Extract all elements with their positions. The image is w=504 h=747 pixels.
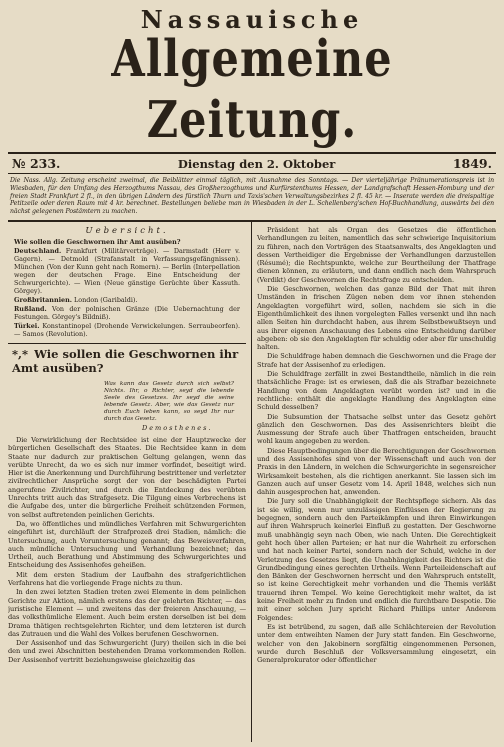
epigraph-author: Demosthenes. [142,423,213,432]
toc-line: Wie sollen die Geschwornen ihr Amt ausüben? [14,237,181,246]
table-of-contents [8,238,246,338]
paragraph: Es ist betrübend, zu sagen, daß alle Schlächtereien der Revolution unter dem entweihten Namen der Jury statt fanden. Ein Geschworne, welcher von den Jakobinern sorgfältig eingenommenen Personen, wurde durch Beschluß der Volksversammlung eingesetzt, ein Generalprokurator oder öffentlicher [257,622,496,665]
masthead-top: Nassauische [140,5,364,34]
epigraph-quote: Was kann das Gesetz durch sich selbst? Nichts. Ihr, o Richter, seyd die lebende Seele des Gesetzes. Ihr seyd die seine lebende Gesetz. Aber, wie das Gesetz nur durch Euch leben kann, so seyd Ihr nur durch das Gesetz. [104,380,234,422]
paragraph: Da, wo öffentliches und mündliches Verfahren mit Schwurgerichten eingeführt ist, durchläuft der Strafprozeß drei Stadien, nämlich: die Untersuchung, auch Voruntersuchung genannt; das Beweisverfahren, auch mündliche Untersuchung und Verhandlung bezeichnet; das Urtheil, auch Berathung und Abstimmung des Schwurgerichtes und Entscheidung des Assisenhofes geheißen. [8,519,246,570]
article-body-right [257,226,496,664]
dateline [8,154,496,173]
issue-number: № 233. [12,156,61,171]
paragraph: In den zwei letzten Stadien treten zwei Elemente in dem peinlichen Gerichte zur Aktion, nämlich erstens das der gelehrten Richter, — das juristische Element — und zweitens das der freieren Anschauung, — das volksthümliche Element. Auch beim ersten derselben ist bei dem Drama thätigen rechtsgelehrten Richter, und dem letzteren ist durch das Zutrauen und die Wahl des Volkes berufenen Geschwornen. [8,588,246,638]
issue-year: 1849. [452,156,492,171]
issue-date: Dienstag den 2. Oktober [177,157,336,171]
columns [8,222,496,742]
paragraph: Die Schuldfrage haben demnach die Geschwornen und die Frage der Strafe hat der Assisenhof zu erledigen. [257,352,496,369]
right-column [252,222,496,742]
article-headline: *,* Wie sollen die Geschwornen ihr Amt ausüben? [8,343,246,378]
paragraph: Die Verwirklichung der Rechtsidee ist eine der Hauptzwecke der bürgerlichen Gesellschaft des Staates. Die Rechtsidee kann in dem Staate nur dadurch zur praktischen Geltung gelangen, wenn das verübte Unrecht, da wo es sich nur immer vorfindet, beseitigt wird. Hier ist die Anerkennung und Durchführung bestrittener und verletzter zivilrechtlicher Ansprüche sorgt der von der beschädigten Partei angerufene Zivilrichter, und durch die Entdeckung des verübten Unrechts tritt auch das Strafgesetz. Die Tilgung eines Verbrechens ist die Aufgabe des, unter die bürgerliche Freiheit schützenden Formen, von selbst auftretenden peinlichen Gerichts. [8,435,246,519]
paragraph: Die Jury soll die Unabhängigkeit der Rechtspflege sichern. Als das ist sie willig, wenn nur unzulässigen Einflüssen der Regierung zu begegnen, sondern auch den Parteikämpfen und ihren Einwirkungen auf ihren Wahrspruch keinerlei Einfluß zu gestatten. Der Geschworne muß unabhängig seyn nach Oben, wie nach Unten. Die Gerechtigkeit geht hoch über allen Parteien; er hat nur die Wahrheit zu erforschen und hat nach keiner Partei, sondern nach der Schuld, welche in der Verletzung des Gesetzes liegt, die Unabhängigkeit des Richters ist die Grundbedingung eines gerechten Urtheils. Wenn Parteileidenschaft auf den Bänken der Geschwornen herrscht und den Wahrspruch entstellt, so ist keine Gerechtigkeit mehr vorhanden und die Themis verläßt trauernd ihren Tempel. Wo keine Gerechtigkeit mehr waltet, da ist keine Freiheit mehr zu finden und endlich die furchtbare Despotie. Die mit einer solchen Jury spricht Richard Phillips unter Anderem Folgendes: [257,497,496,622]
toc-line: Großbritannien. London (Garibaldi). [14,295,138,304]
paragraph: Die Subsumtion der Thatsache selbst unter das Gesetz gehört gänzlich den Geschwornen. Das des Assisenrichters bleibt die Ausmessung der Strafe auch über Thatfragen entscheiden, braucht wohl kaum angegeben zu werden. [257,412,496,446]
asterisk-icon: *,* [12,346,29,361]
paragraph: Präsident hat als Organ des Gesetzes die öffentlichen Verhandlungen zu leiten, namentlich das sehr schwierige Inquisitorium zu führen, nach den Vorträgen des Staatsanwalts, des Angeklagten und dessen Vertheidiger die Ergebnisse der Verhandlungen darzustellen (Résumé); die Rechtspunkte, welche zur Beurtheilung der Thatfrage dienen können, zu erläutern, und dann endlich nach dem Wahrspruch (Verdikt) der Geschwornen die Rechtsfrage zu entscheiden. [257,225,496,284]
toc-line: Deutschland. Frankfurt (Militärverträge). — Darmstadt (Herr v. Gagern). — Detmold (Strafanstalt in Verfassungsgefängnissen). München (Von der Kunn geht nach Romern). — Berlin (Interpellation wegen der deutschen Frage. Eine Entscheidung der Schwurgerichte). — Wien (Neue gänstige Gerüchte über Kassuth. Görgey). [14,246,240,295]
toc-line: Rußland. Von der polnischen Gränze (Die Uebernachtung der Festungen. Görgey's Bildniß). [14,304,240,321]
masthead-title: Allgemeine Zeitung. [111,29,393,151]
left-column [8,222,252,742]
toc-line: Türkei. Konstantinopel (Drohende Verwickelungen. Serraubeorfen). — Samos (Revolution). [14,321,240,338]
paragraph: Die Geschwornen, welchen das ganze Bild der That mit ihren Umständen in frischen Zügen neben dem vor ihnen stehenden Angeklagten vorgeführt wird, sollen, nachdem sie sich in die Eigenthümlichkeit des ihnen vorgelegten Falles versenkt und ihn nach allen Seiten hin durchdacht haben, aus ihrem Selbstbewußtseyn und aus ihrer eigenen Anschauung des Lebens eine Entscheidung darüber abgeben: ob sie den Angeklagten für schuldig oder aber für unschuldig halten. [257,285,496,352]
paragraph: Der Assisenhof und das Schwurgericht (Jury) theilen sich in die bei den und zwei Abschnitten bestehenden Drama vorkommenden Rollen. Der Assisenhof vertritt beziehungsweise gleichzeitig das [8,639,246,664]
subscription-notice: Die Nass. Allg. Zeitung erscheint zweimal, die Beiblätter einmal täglich, mit Ausnahme des Sonntags. — Der vierteljährige Pränumerationspreis ist in Wiesbaden, für den Umfang des Herzogthums Nassau, des Großherzogthums und Kurfürstenthums Hessen, der Landgrafschaft Hessen-Homburg und der freien Stadt Frankfurt 2 fl., in den übrigen Ländern des fürstlich Thurn und Taxis'schen Verwaltungsbezirkes 2 fl. 45 kr. — Inserate werden die dreispaltige Petitzeile oder deren Raum mit 4 kr. berechnet. Bestellungen beliebe man in Wiesbaden in der L. Schellenberg'schen Hof-Buchhandlung, auswärts bei den nächst gelegenen Postämtern zu machen. [10,177,494,216]
article-body-left [8,436,246,664]
toc-title: Uebersicht. [85,225,169,236]
paragraph: Mit dem ersten Stadium der Laufbahn des strafgerichtlichen Verfahrens hat die vorliegende Frage nichts zu thun. [8,570,246,588]
paragraph: Diese Hauptbedingungen über die Berechtigungen der Geschwornen und des Assisenhofes sind von der Wissenschaft und auch von der Praxis in den Ländern, in welchen die Schwurgerichte in segensreicher Wirksamkeit bestehen, als die richtigen anerkannt. Sie lassen sich im Ganzen auch auf unser Gesetz vom 14. April 1848, welches sich nun dahin ausgesprochen hat, anwenden. [257,446,496,497]
paragraph: Die Schuldfrage zerfällt in zwei Bestandtheile, nämlich in die rein thatsächliche Frage: ist es erwiesen, daß die als Strafbar bezeichnete Handlung von dem Angeklagten verübt worden ist? und in die rechtliche: enthält die angeklagte Handlung des Angeklagten eine Schuld desselben? [257,370,496,412]
